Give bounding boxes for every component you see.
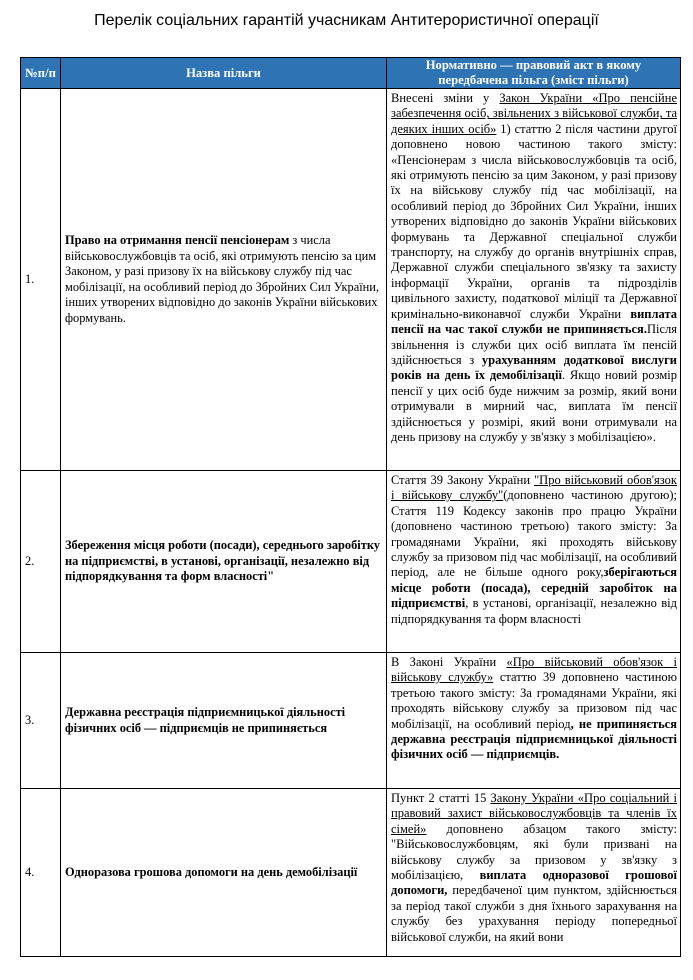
benefit-name-text: з числа військовослужбовців та осіб, які отримують пенсію за цим Законом, у разі призову їх на військову службу під час мобілізації, на особливий період до Збройних Сил України, інших утворених відповідно до законів України військових формувань. <box>65 233 380 325</box>
legal-act <box>387 789 681 957</box>
table-header-row <box>21 58 681 89</box>
act-text: Після звільнення із служби цих осіб виплата їм пенсій здійснюється з <box>391 322 677 367</box>
table-row <box>21 471 681 653</box>
benefit-name-bold: Право на отримання пенсії пенсіонерам <box>65 233 290 247</box>
act-text: доповнено абзацом такого змісту: "Військовослужбовцям, які були призвані на військову службу за призовом у зв'язку з мобілізацією, <box>391 821 677 883</box>
benefit-name <box>61 471 387 653</box>
act-text: (доповнено частиною другою); Стаття 119 Кодексу законів про працю України (доповнено частиною третьою) такого змісту: За громадянами України, які проходять військову службу за призовом під час мобілізації, на особливий період, але не більше одного року, <box>391 488 677 580</box>
row-number: 3. <box>21 653 61 789</box>
row-number: 4. <box>21 789 61 957</box>
law-link[interactable]: Закону України «Про соціальний і правовий захист військовослужбовців та членів їх сімей» <box>391 791 677 836</box>
act-text: В Законі України <box>391 655 507 669</box>
benefit-name-bold: Збереження місця роботи (посади), середнього заробітку на підприємстві, в установі, організації, незалежно від підпорядкування та форм власності" <box>65 538 380 584</box>
table-row <box>21 89 681 471</box>
benefit-name <box>61 653 387 789</box>
act-text: Пункт 2 статті 15 <box>391 791 491 805</box>
header-num: №п/п <box>21 58 61 89</box>
benefit-name <box>61 89 387 471</box>
act-text: . Якщо новий розмір пенсії у цих осіб буде нижчим за розмір, який вони отримували в мирний час, виплата їм пенсії здійснюється у розмірі, який вони отримували на день призову на службу у зв'язку з мобілізацією». <box>391 368 677 444</box>
act-bold-text: урахуванням додаткової вислуги років на день їх демобілізації <box>391 352 677 383</box>
page-title: Перелік соціальних гарантій учасникам Антитерористичної операції <box>94 12 599 29</box>
law-link[interactable]: «Про військовий обов'язок і військову службу» <box>391 655 677 685</box>
law-link[interactable]: Закон України «Про пенсійне забезпечення осіб, звільнених з військової служби, та деяких інших осіб» <box>391 91 677 136</box>
row-number: 2. <box>21 471 61 653</box>
header-name: Назва пільги <box>61 58 387 89</box>
act-text: передбаченої цим пунктом, здійснюється за період такої служби з дня їхнього зарахування на службу без урахування періоду попередньої військової служби, на який вони <box>391 883 677 944</box>
row-number: 1. <box>21 89 61 471</box>
legal-act <box>387 89 681 471</box>
header-act: Нормативно — правовий акт в якому передбачена пільга (зміст пільги) <box>387 58 681 89</box>
table-row <box>21 653 681 789</box>
benefits-table <box>20 57 681 957</box>
act-text: Внесені зміни у <box>391 91 500 105</box>
benefit-name-bold: Державна реєстрація підприємницької діяльності фізичних осіб — підприємців не припиняється <box>65 705 346 735</box>
law-link[interactable]: "Про військовий обов'язок і військову службу" <box>391 473 677 503</box>
benefit-name <box>61 789 387 957</box>
legal-act <box>387 653 681 789</box>
act-bold-text: , не припиняється державна реєстрація підприємницької діяльності фізичних осіб — підприємців. <box>391 716 677 762</box>
act-bold-text: зберігаються місце роботи (посада), середній заробіток на підприємстві <box>391 565 677 611</box>
legal-act <box>387 471 681 653</box>
act-text: , в установі, організації, незалежно від підпорядкування та форм власності <box>391 596 677 626</box>
act-bold-text: виплата пенсії на час такої служби не припиняється. <box>391 306 677 337</box>
benefit-name-bold: Одноразова грошова допомоги на день демобілізації <box>65 864 358 879</box>
act-text: статтю 39 доповнено частиною третьою такого змісту: За громадянами України, які проходять військову службу за призовом під час мобілізації, на особливий період <box>391 670 678 731</box>
act-bold-text: виплата одноразової грошової допомоги, <box>391 868 677 898</box>
act-text: Стаття 39 Закону України <box>391 473 535 487</box>
act-text: 1) статтю 2 після частини другої доповнено новою частиною такого змісту: «Пенсіонерам з числа військовослужбовців та осіб, які отримують пенсію за цим Законом, у разі призову їх на військову службу під час мобілізації, на особливий період до Збройних Сил України, інших утворених відповідно до законів України військових формувань та Державної спеціальної служби транспорту, на службу до органів внутрішніх справ, Державної служби спеціального зв'язку та захисту інформації України, органів та підрозділів цивільного захисту, податкової міліції та Державної кримінально-виконавчої служби України <box>391 121 677 321</box>
table-row <box>21 789 681 957</box>
